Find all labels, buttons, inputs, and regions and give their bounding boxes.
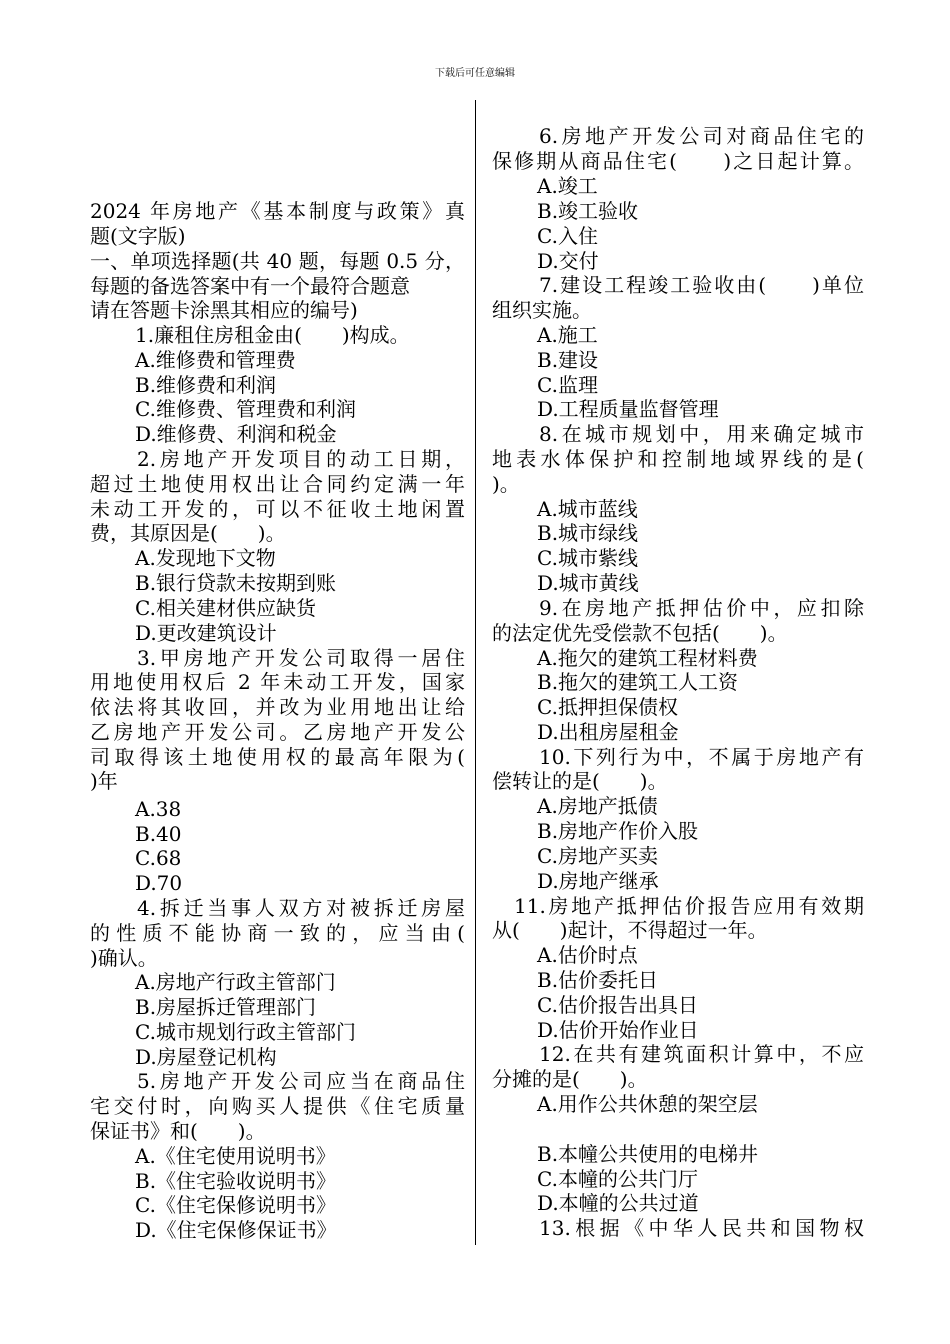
question-9-option-b: B.拖欠的建筑工人工资 [537,670,739,694]
question-10-option-b: B.房地产作价入股 [537,819,699,843]
question-5-line-2: 宅交付时，向购买人提供《住宅质量 [90,1094,465,1118]
question-3-line-3: 依法将其收回，并改为业用地出让给 [90,695,465,719]
question-1-option-c: C.维修费、管理费和利润 [135,397,356,421]
page-header: 下载后可任意编辑 [435,68,515,79]
question-7-option-b: B.建设 [537,348,599,372]
question-10-option-a: A.房地产抵债 [537,794,658,818]
question-11-line-1: 11.房地产抵押估价报告应用有效期 [514,894,864,918]
question-10-option-d: D.房地产继承 [537,869,659,893]
question-2-option-c: C.相关建材供应缺货 [135,596,316,620]
question-6-option-c: C.入住 [537,224,598,248]
question-4-option-b: B.房屋拆迁管理部门 [135,995,317,1019]
question-6-option-d: D.交付 [537,249,599,273]
question-12-option-d: D.本幢的公共过道 [537,1191,699,1215]
question-3-option-a: A.38 [135,797,182,821]
question-6-option-b: B.竣工验收 [537,199,639,223]
question-5-option-d: D.《住宅保修保证书》 [135,1218,337,1242]
question-3-line-4: 乙房地产开发公司。乙房地产开发公 [90,720,465,744]
question-4-option-a: A.房地产行政主管部门 [135,970,336,994]
question-3-line-5: 司取得该土地使用权的最高年限为( [90,745,465,769]
question-7-line-2: 组织实施。 [492,298,592,322]
question-5-option-c: C.《住宅保修说明书》 [135,1193,336,1217]
question-13-line-1: 13.根据《中华人民共和国物权 [539,1216,864,1240]
question-9-option-c: C.抵押担保债权 [537,695,678,719]
question-8-option-b: B.城市绿线 [537,521,639,545]
question-4-option-c: C.城市规划行政主管部门 [135,1020,356,1044]
question-5-line-3: 保证书》和( )。 [90,1119,266,1143]
question-8-line-1: 8.在城市规划中，用来确定城市 [539,422,864,446]
question-8-line-3: )。 [492,472,520,496]
question-12-option-a: A.用作公共休憩的架空层 [537,1092,758,1116]
question-1: 1.廉租住房租金由( )构成。 [135,323,410,347]
question-2-line-1: 2.房地产开发项目的动工日期， [137,447,465,471]
question-3-option-c: C.68 [135,846,182,870]
question-5-option-b: B.《住宅验收说明书》 [135,1169,337,1193]
question-8-option-c: C.城市紫线 [537,546,638,570]
question-3-option-d: D.70 [135,871,183,895]
question-6-line-1: 6.房地产开发公司对商品住宅的 [539,124,864,148]
question-12-line-2: 分摊的是( )。 [492,1067,648,1091]
question-6-line-2: 保修期从商品住宅( )之日起计算。 [492,149,864,173]
question-6-option-a: A.竣工 [537,174,598,198]
question-12-option-b: B.本幢公共使用的电梯井 [537,1142,759,1166]
question-11-line-2: 从( )起计，不得超过一年。 [492,918,768,942]
question-11-option-a: A.估价时点 [537,943,638,967]
question-2-line-3: 未动工开发的，可以不征收土地闲置 [90,497,465,521]
question-10-line-1: 10.下列行为中，不属于房地产有 [539,745,864,769]
question-3-line-1: 3.甲房地产开发公司取得一居住 [137,646,465,670]
question-4-line-2: 的性质不能协商一致的，应当由( [90,921,465,945]
question-7-option-d: D.工程质量监督管理 [537,397,719,421]
question-5-line-1: 5.房地产开发公司应当在商品住 [137,1069,465,1093]
document-title-line-2: 题(文字版) [90,224,186,248]
question-10-option-c: C.房地产买卖 [537,844,658,868]
question-4-line-1: 4.拆迁当事人双方对被拆迁房屋 [137,896,465,920]
question-11-option-d: D.估价开始作业日 [537,1018,699,1042]
question-2-option-a: A.发现地下文物 [135,546,276,570]
question-2-line-2: 超过土地使用权出让合同约定满一年 [90,472,465,496]
question-1-option-b: B.维修费和利润 [135,373,277,397]
question-12-option-c: C.本幢的公共门厅 [537,1167,698,1191]
question-4-option-d: D.房屋登记机构 [135,1045,277,1069]
question-8-line-2: 地表水体保护和控制地域界线的是( [492,447,864,471]
question-2-option-d: D.更改建筑设计 [135,621,277,645]
section-heading-line-1: 一、单项选择题(共 40 题，每题 0.5 分， [90,249,465,273]
question-9-option-d: D.出租房屋租金 [537,720,679,744]
question-11-option-c: C.估价报告出具日 [537,993,698,1017]
question-9-option-a: A.拖欠的建筑工程材料费 [537,646,758,670]
question-9-line-1: 9.在房地产抵押估价中，应扣除 [539,596,864,620]
question-8-option-d: D.城市黄线 [537,571,639,595]
question-7-line-1: 7.建设工程竣工验收由( )单位 [539,273,864,297]
question-7-option-c: C.监理 [537,373,598,397]
question-1-option-a: A.维修费和管理费 [135,348,296,372]
section-heading-line-2: 每题的备选答案中有一个最符合题意 [90,274,410,298]
question-1-option-d: D.维修费、利润和税金 [135,422,337,446]
question-2-line-4: 费，其原因是( )。 [90,521,286,545]
column-divider [475,100,476,1245]
question-3-option-b: B.40 [135,822,182,846]
question-3-line-6: )年 [90,769,118,793]
question-2-option-b: B.银行贷款未按期到账 [135,571,337,595]
question-11-option-b: B.估价委托日 [537,968,659,992]
question-8-option-a: A.城市蓝线 [537,497,638,521]
question-4-line-3: )确认。 [90,946,158,970]
question-12-line-1: 12.在共有建筑面积计算中，不应 [539,1042,864,1066]
question-5-option-a: A.《住宅使用说明书》 [135,1144,336,1168]
document-title-line-1: 2024 年房地产《基本制度与政策》真 [90,199,465,223]
section-heading-line-3: 请在答题卡涂黑其相应的编号) [90,298,358,322]
question-7-option-a: A.施工 [537,323,598,347]
question-10-line-2: 偿转让的是( )。 [492,769,668,793]
question-3-line-2: 用地使用权后 2 年未动工开发，国家 [90,670,465,694]
question-9-line-2: 的法定优先受偿款不包括( )。 [492,621,788,645]
